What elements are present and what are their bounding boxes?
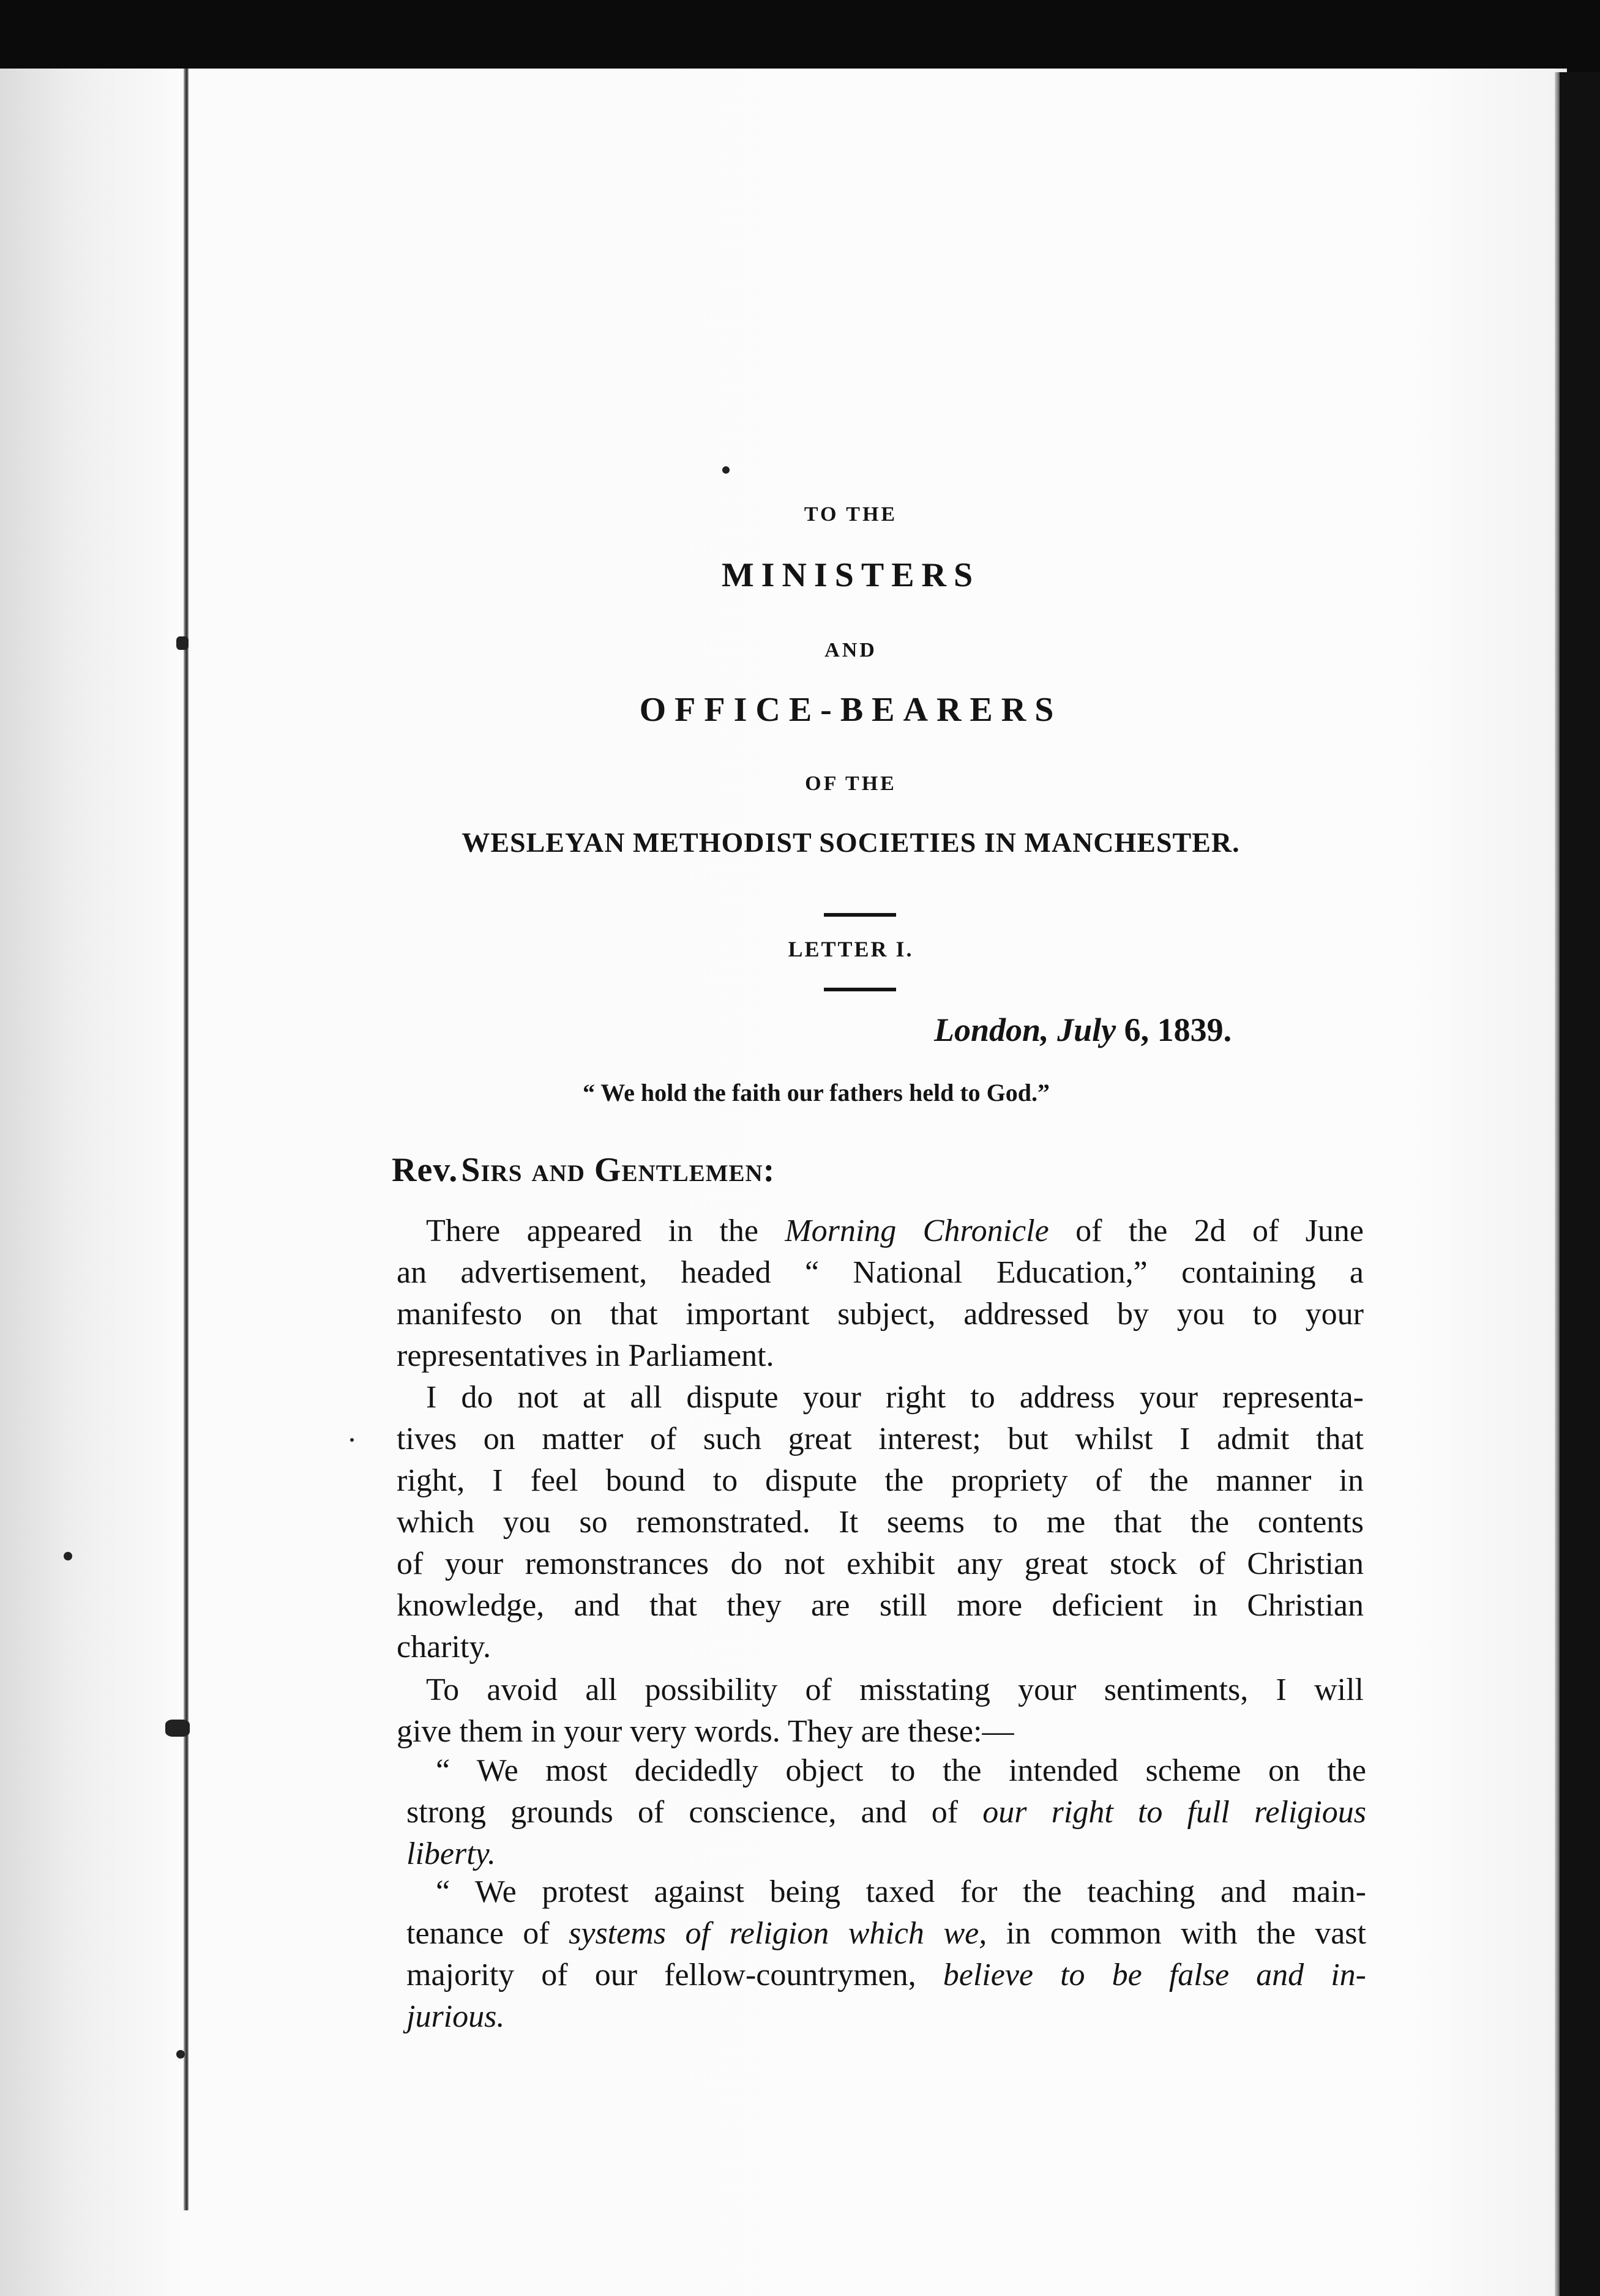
letter-label: LETTER I. [788, 937, 914, 961]
paragraph-5-quote [406, 1871, 1366, 2038]
dateline [934, 1011, 1232, 1049]
text-run: in common with the vast [987, 1916, 1366, 1951]
ink-speck [722, 466, 730, 474]
heading-societies: WESLEYAN METHODIST SOCIETIES IN MANCHESTER. [462, 827, 1240, 858]
paragraph-line [406, 1913, 1366, 1955]
salutation-rev: Rev [392, 1151, 449, 1189]
dateline-place: London, [934, 1012, 1049, 1048]
heading-to-the: TO THE [804, 503, 898, 526]
paragraph-line: an advertisement, headed “ National Education,” containing a [397, 1255, 1364, 1290]
paragraph-line [406, 1792, 1366, 1833]
heading-of-the: OF THE [805, 772, 897, 795]
dateline-day-year: 6, 1839. [1124, 1012, 1232, 1048]
paragraph-4-quote [406, 1750, 1366, 1875]
ink-speck [350, 1438, 354, 1442]
paragraph-line: To avoid all possibility of misstating your sentiments, I will [426, 1672, 1364, 1707]
binding-mark [165, 1720, 190, 1737]
text-run: tenance of [406, 1916, 569, 1951]
emphasis-text: our right to full religious [982, 1795, 1366, 1830]
paragraph-line: tives on matter of such great interest; but whilst I admit that [397, 1422, 1364, 1456]
paragraph-line: give them in your very words. They are these:— [397, 1714, 1014, 1749]
paragraph-line [397, 1210, 1364, 1252]
emphasis-text: believe to be false and in- [943, 1958, 1366, 1992]
left-margin-shadow [0, 69, 184, 2296]
paragraph-line: which you so remonstrated. It seems to me that the contents [397, 1505, 1364, 1540]
paragraph-line: of your remonstrances do not exhibit any great stock of Christian [397, 1546, 1364, 1581]
paragraph-line: “ We protest against being taxed for the teaching and main- [436, 1874, 1366, 1909]
text-run: strong grounds of conscience, and of [406, 1795, 983, 1830]
epigraph: “ We hold the faith our fathers held to God.” [583, 1079, 1050, 1106]
paragraph-1 [397, 1210, 1364, 1377]
paragraph-line: representatives in Parliament. [397, 1338, 774, 1373]
ink-speck [64, 1552, 72, 1560]
paragraph-line: knowledge, and that they are still more deficient in Christian [397, 1588, 1364, 1623]
emphasis-text: jurious. [406, 1999, 505, 2034]
heading-ministers: MINISTERS [721, 556, 981, 594]
paragraph-line: “ We most decidedly object to the intended scheme on the [436, 1753, 1366, 1788]
emphasis-text: systems of religion which we, [569, 1916, 987, 1951]
heading-and: AND [824, 639, 877, 662]
paragraph-line: I do not at all dispute your right to address your representa- [426, 1380, 1364, 1415]
binding-mark [176, 636, 189, 650]
binding-gutter-line [184, 69, 189, 2210]
paragraph-line [406, 1996, 1366, 2038]
newspaper-title: Morning Chronicle [785, 1213, 1049, 1248]
rule-top [824, 913, 896, 917]
binding-mark [176, 2050, 185, 2059]
paragraph-line: charity. [397, 1630, 491, 1664]
emphasis-text: liberty. [406, 1836, 496, 1871]
paragraph-2 [397, 1377, 1364, 1668]
paragraph-line [406, 1955, 1366, 1996]
paragraph-line: right, I feel bound to dispute the propriety of the manner in [397, 1463, 1364, 1498]
rule-bottom [824, 988, 896, 991]
paragraph-3 [397, 1669, 1364, 1753]
paragraph-line [406, 1833, 1366, 1875]
paragraph-line: manifesto on that important subject, addressed by you to your [397, 1297, 1364, 1332]
text-run: majority of our fellow-countrymen, [406, 1958, 943, 1992]
text-run: of the 2d of June [1049, 1213, 1364, 1248]
salutation: Rev. Sirs and Gentlemen: [392, 1151, 776, 1189]
scan-background-right [1560, 72, 1600, 2296]
salutation-rest: Sirs and Gentlemen: [461, 1151, 776, 1189]
dateline-month: July [1057, 1012, 1116, 1048]
heading-office-bearers: OFFICE-BEARERS [639, 691, 1063, 729]
text-run: There appeared in the [426, 1213, 785, 1248]
